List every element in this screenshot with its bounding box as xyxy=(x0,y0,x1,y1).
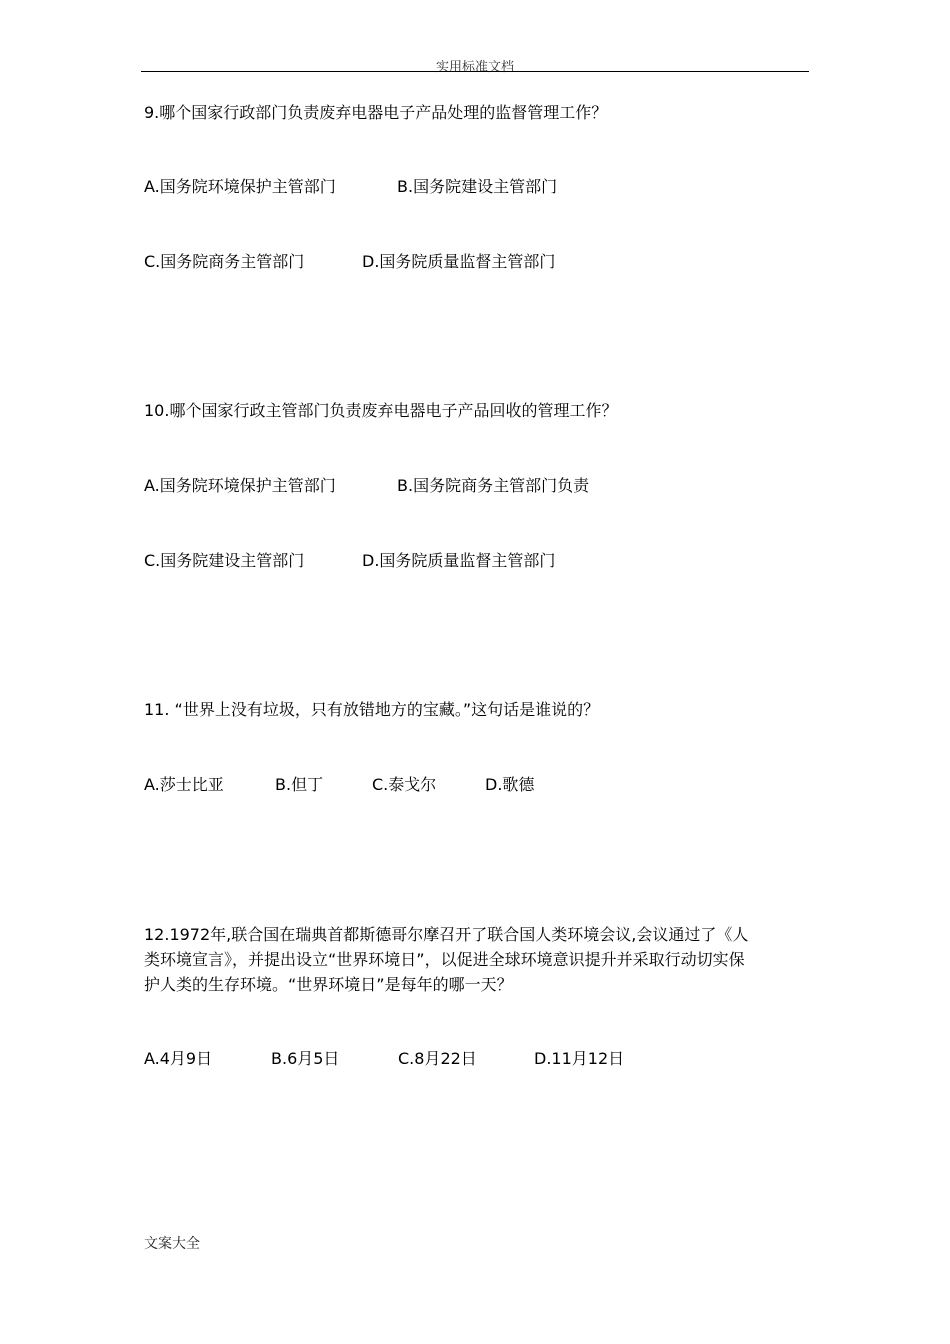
question-12-text-line-3: 护人类的生存环境。“世界环境日”是每年的哪一天？ xyxy=(144,975,513,994)
page-header: 实用标准文档 xyxy=(435,60,514,75)
question-10-option-d: D.国务院质量监督主管部门 xyxy=(362,551,556,570)
question-12-text-line-1: 12.1972年,联合国在瑞典首都斯德哥尔摩召开了联合国人类环境会议,会议通过了《人 xyxy=(144,925,749,944)
question-11-text: 11. “世界上没有垃圾，只有放错地方的宝藏。”这句话是谁说的？ xyxy=(144,700,600,719)
question-12-option-b: B.6月5日 xyxy=(271,1049,340,1068)
question-11-option-c: C.泰戈尔 xyxy=(372,775,437,794)
question-12-option-c: C.8月22日 xyxy=(398,1049,477,1068)
question-12-option-a: A.4月9日 xyxy=(144,1049,213,1068)
question-9-option-c: C.国务院商务主管部门 xyxy=(144,252,305,271)
question-9-text: 9.哪个国家行政部门负责废弃电器电子产品处理的监督管理工作？ xyxy=(144,103,608,122)
question-11-option-b: B.但丁 xyxy=(275,775,324,794)
question-12-option-d: D.11月12日 xyxy=(534,1049,625,1068)
question-10-text: 10.哪个国家行政主管部门负责废弃电器电子产品回收的管理工作？ xyxy=(144,401,618,420)
question-9-option-a: A.国务院环境保护主管部门 xyxy=(144,177,336,196)
question-11-option-a: A.莎士比亚 xyxy=(144,775,224,794)
question-10-option-a: A.国务院环境保护主管部门 xyxy=(144,476,336,495)
question-9-option-d: D.国务院质量监督主管部门 xyxy=(362,252,556,271)
question-11-option-d: D.歌德 xyxy=(485,775,535,794)
page-footer: 文案大全 xyxy=(144,1236,200,1252)
question-10-option-c: C.国务院建设主管部门 xyxy=(144,551,305,570)
header-divider xyxy=(141,71,809,72)
question-9-option-b: B.国务院建设主管部门 xyxy=(397,177,558,196)
question-12-text-line-2: 类环境宣言》，并提出设立“世界环境日”，以促进全球环境意识提升并采取行动切实保 xyxy=(144,950,745,969)
question-10-option-b: B.国务院商务主管部门负责 xyxy=(397,476,590,495)
